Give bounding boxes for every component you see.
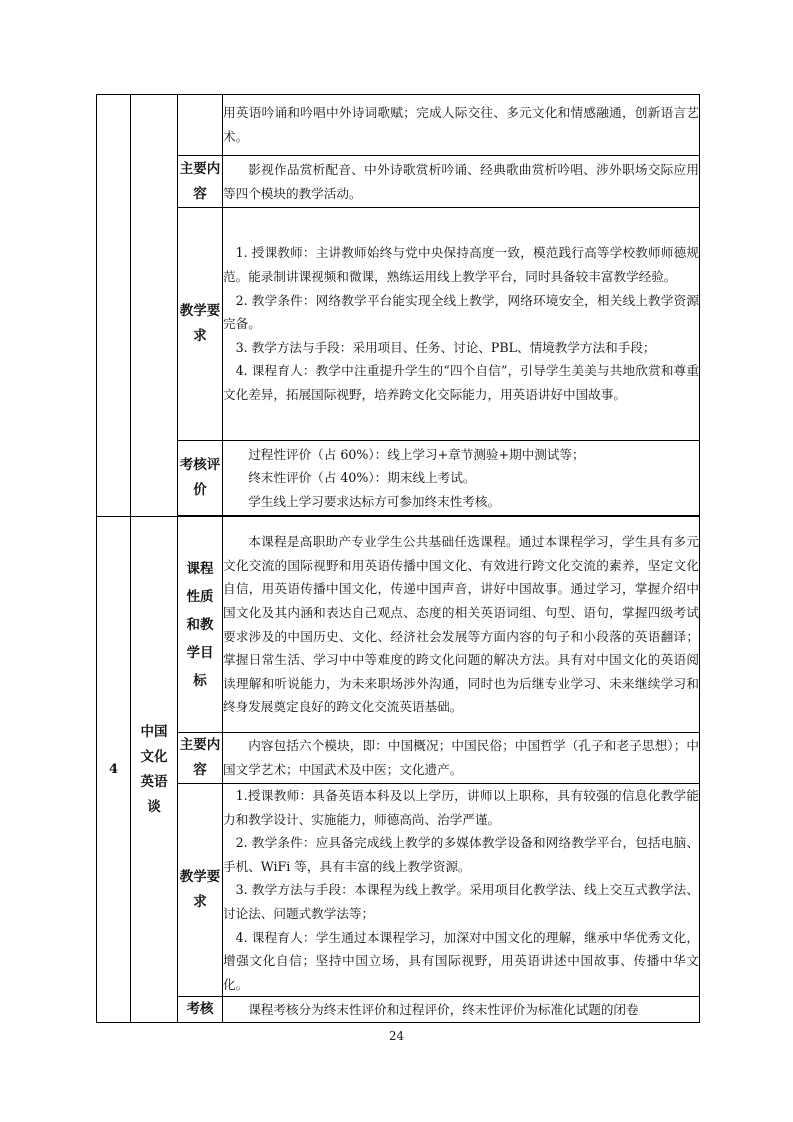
requirement-item: 1.授课教师：具备英语本科及以上学历，讲师以上职称，具有较强的信息化教学能力和教学设计、实施能力，师德高尚、治学严谨。 [223,788,699,827]
requirements-label: 教学要求 [178,784,223,997]
prev-requirements-label: 教学要求 [178,208,223,441]
prev-main-content-text: 影视作品赏析配音、中外诗歌赏析吟诵、经典歌曲赏析吟唱、涉外职场交际应用等四个模块的教学活动。 [223,156,700,208]
prev-requirements-text [223,208,700,441]
main-content-label: 主要内容 [178,733,223,784]
table-row [97,997,700,1023]
requirement-item: 3. 教学方法与手段：本课程为线上教学。采用项目化教学法、线上交互式教学法、讨论法、问题式教学法等； [223,882,699,921]
requirement-item: 1. 授课教师：主讲教师始终与党中央保持高度一致，模范践行高等学校教师师德规范。能录制讲课视频和微课，熟练运用线上教学平台，同时具备较丰富教学经验。 [223,245,699,285]
table-row [97,733,700,784]
prev-main-content-label: 主要内容 [178,156,223,208]
requirement-item: 2. 教学条件：网络教学平台能实现全线上教学，网络环境安全，相关线上教学资源完备。 [223,292,699,332]
requirements-text [223,784,700,997]
requirement-item: 4. 课程育人：教学中注重提升学生的“四个自信”，引导学生美美与共地欣赏和尊重文化差异，拓展国际视野，培养跨文化交际能力，用英语讲好中国故事。 [223,363,699,402]
table-row [97,784,700,997]
requirement-item: 3. 教学方法与手段：采用项目、任务、讨论、PBL、情境教学方法和手段； [235,339,656,355]
table-row [97,156,700,208]
page-number: 24 [388,1029,405,1043]
course-number: 4 [97,517,131,1023]
table-row [97,95,700,156]
assessment-label: 考核 [178,997,223,1023]
course-nature-text: 本课程是高职助产专业学生公共基础任选课程。通过本课程学习，学生具有多元文化交流的国际视野和用英语传播中国文化、有效进行跨文化交流的素养，坚定文化自信，用英语传播中国文化，传递中国声音，讲好中国故事。通过学习，掌握介绍中国文化及其内涵和表达自己观点、态度的相关英语词组、句型、语句，掌握四级考试要求涉及的中国历史、文化、经济社会发展等方面内容的句子和小段落的英语翻译；掌握日常生活、学习中中等难度的跨文化问题的解决方法。具有对中国文化的英语阅读理解和听说能力，为未来职场涉外沟通，同时也为后继专业学习、未来继续学习和终身发展奠定良好的跨文化交流英语基础。 [223,517,700,733]
requirement-item: 4. 课程育人：学生通过本课程学习，加深对中国文化的理解，继承中华优秀文化，增强文化自信；坚持中国立场，具有国际视野，用英语讲述中国故事、传播中华文化。 [223,929,699,992]
prev-course-number-cell [97,95,131,517]
assessment-text: 课程考核分为终末性评价和过程评价，终末性评价为标准化试题的闭卷 [223,997,700,1023]
table-row [97,517,700,733]
prev-course-name-cell [131,95,178,517]
prev-course-cont-label-cell [178,95,223,156]
course-nature-label: 课程性质和教学目标 [178,517,223,733]
main-content-text: 内容包括六个模块，即：中国概况；中国民俗；中国哲学（孔子和老子思想）；中国文学艺术；中国武术及中医；文化遗产。 [223,733,700,784]
course-table [96,94,700,1023]
assessment-line: 终末性评价（占 40%）：期末线上考试。 [248,470,476,486]
requirement-item: 2. 教学条件：应具备完成线上教学的多媒体教学设备和网络教学平台，包括电脑、手机、WiFi 等，具有丰富的线上教学资源。 [223,835,699,874]
assessment-line: 学生线上学习要求达标方可参加终末性考核。 [248,493,501,509]
prev-assessment-label: 考核评价 [178,441,223,516]
assessment-line: 过程性评价（占 60%）：线上学习+章节测验+期中测试等； [248,446,585,462]
table-row [97,441,700,516]
prev-assessment-text [223,441,700,516]
course-name: 中国文化英语谈 [131,517,178,1023]
prev-course-cont-text: 用英语吟诵和吟唱中外诗词歌赋；完成人际交往、多元文化和情感融通，创新语言艺术。 [223,95,700,156]
table-row [97,208,700,441]
